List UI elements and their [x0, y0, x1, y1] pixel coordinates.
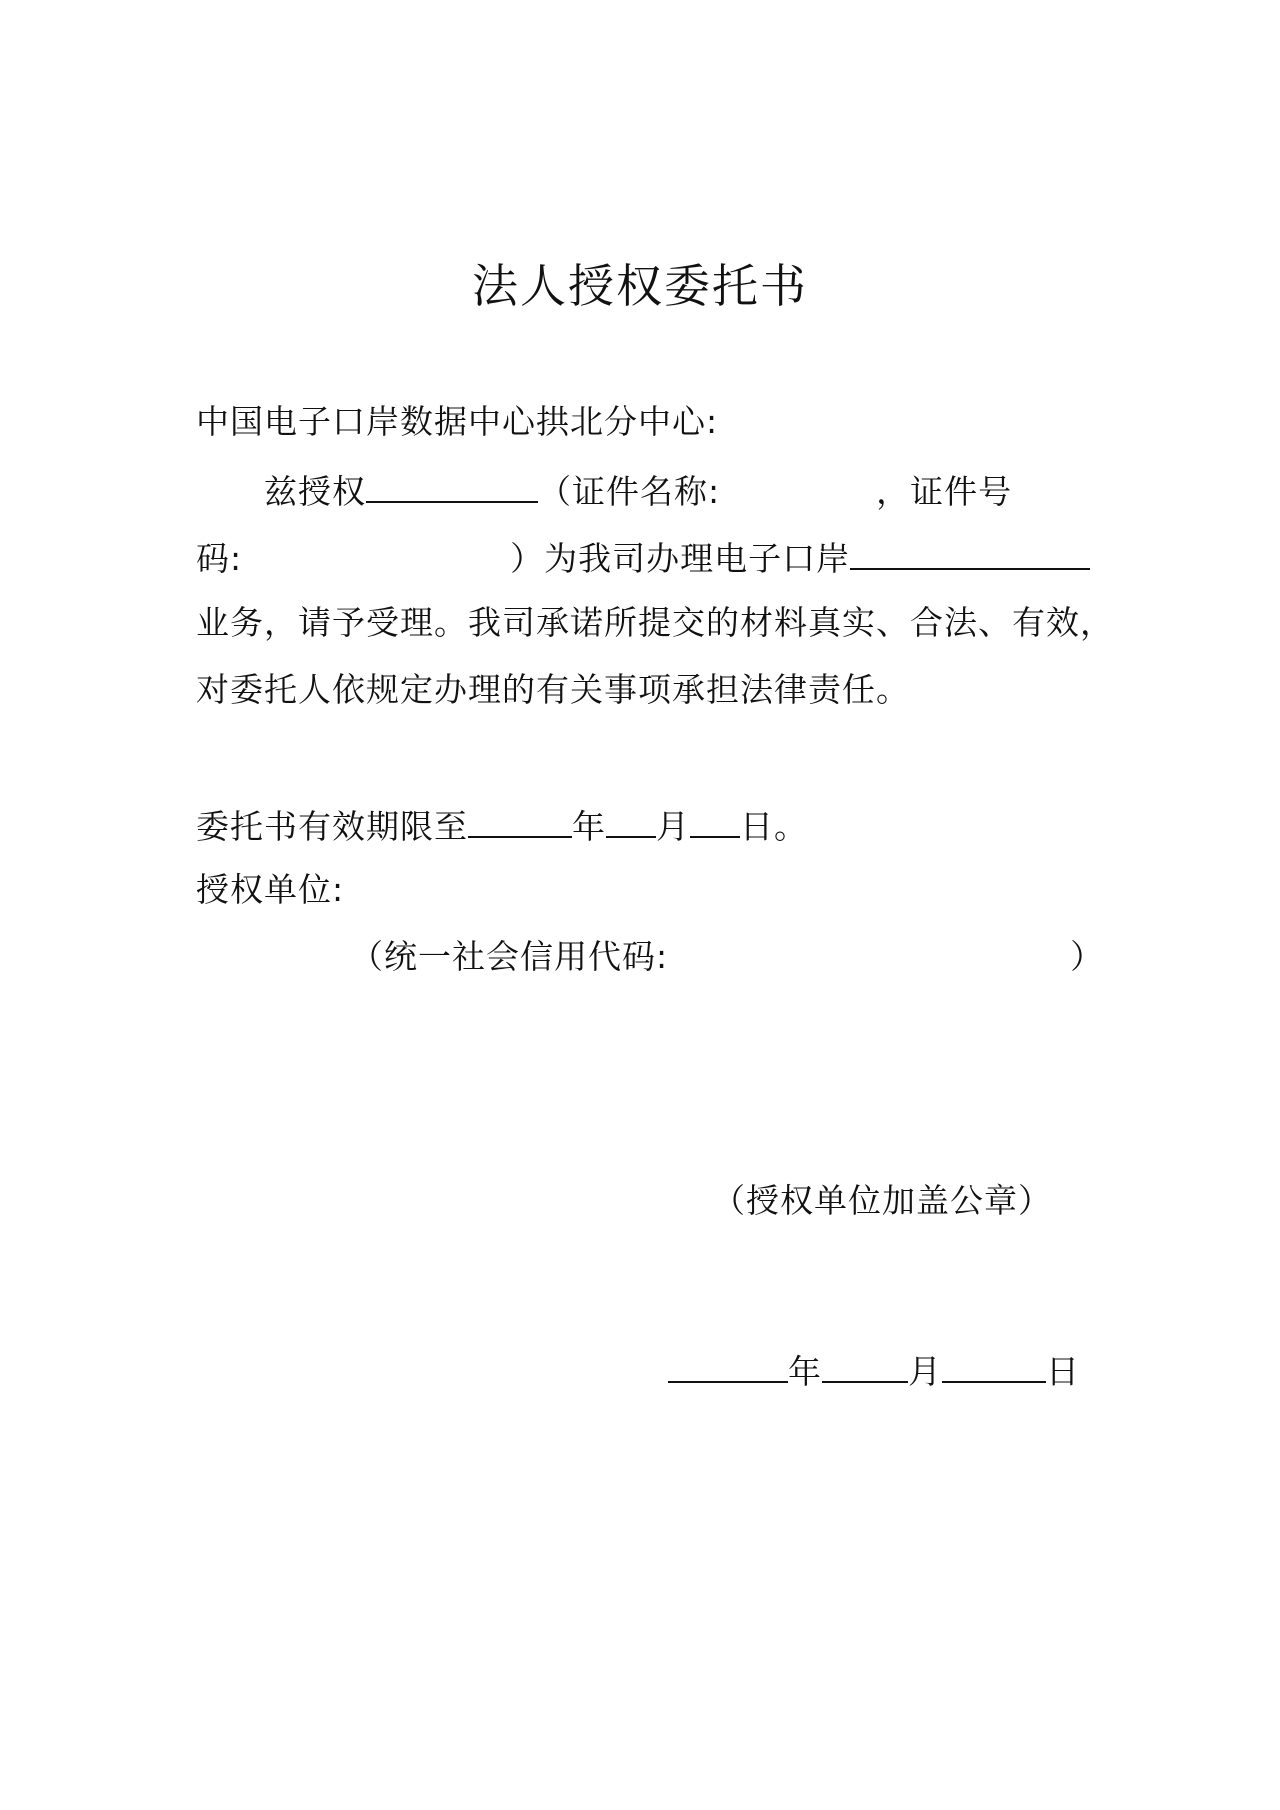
validity-day-label: 日。 — [740, 807, 808, 846]
validity-label: 委托书有效期限至 — [196, 807, 468, 846]
id-number-label: ，证件号 — [876, 472, 1013, 511]
credit-code-close: ） — [1070, 937, 1105, 976]
date-day-blank[interactable] — [942, 1349, 1046, 1383]
business-text: ）为我司办理电子口岸 — [510, 539, 851, 578]
authorization-line-1 — [264, 469, 1012, 512]
date-month-blank[interactable] — [822, 1349, 908, 1383]
liability-text: 对委托人依规定办理的有关事项承担法律责任。 — [196, 670, 910, 709]
date-year-label: 年 — [788, 1352, 822, 1391]
agent-name-blank[interactable] — [366, 469, 538, 503]
commitment-text: 业务，请予受理。我司承诺所提交的材料真实、合法、有效， — [196, 603, 1114, 642]
authorize-text: 兹授权 — [264, 472, 366, 511]
seal-note: （授权单位加盖公章） — [712, 1181, 1052, 1220]
addressee-text: 中国电子口岸数据中心拱北分中心: — [196, 402, 719, 441]
validity-year-label: 年 — [572, 807, 606, 846]
seal-line — [712, 1181, 1052, 1221]
date-year-blank[interactable] — [668, 1349, 788, 1383]
validity-line — [196, 804, 808, 847]
authorization-line-3 — [196, 603, 1114, 643]
id-number-label-cont: 码: — [196, 539, 243, 578]
credit-code-line — [350, 937, 1104, 977]
validity-day-blank[interactable] — [690, 804, 740, 838]
business-type-blank[interactable] — [850, 536, 1090, 570]
date-day-label: 日 — [1046, 1352, 1080, 1391]
credit-code-label: （统一社会信用代码: — [350, 937, 669, 976]
authorizing-unit-line — [196, 870, 344, 910]
authorization-line-4 — [196, 670, 910, 710]
document-title: 法人授权委托书 — [472, 259, 808, 313]
authorizing-unit-label: 授权单位: — [196, 870, 345, 909]
authorization-line-2 — [196, 536, 1090, 579]
validity-month-label: 月 — [656, 807, 690, 846]
id-type-label: （证件名称: — [538, 472, 721, 511]
validity-month-blank[interactable] — [606, 804, 656, 838]
validity-year-blank[interactable] — [468, 804, 572, 838]
date-month-label: 月 — [908, 1352, 942, 1391]
addressee-line — [196, 402, 718, 442]
signature-date-line — [668, 1349, 1080, 1392]
